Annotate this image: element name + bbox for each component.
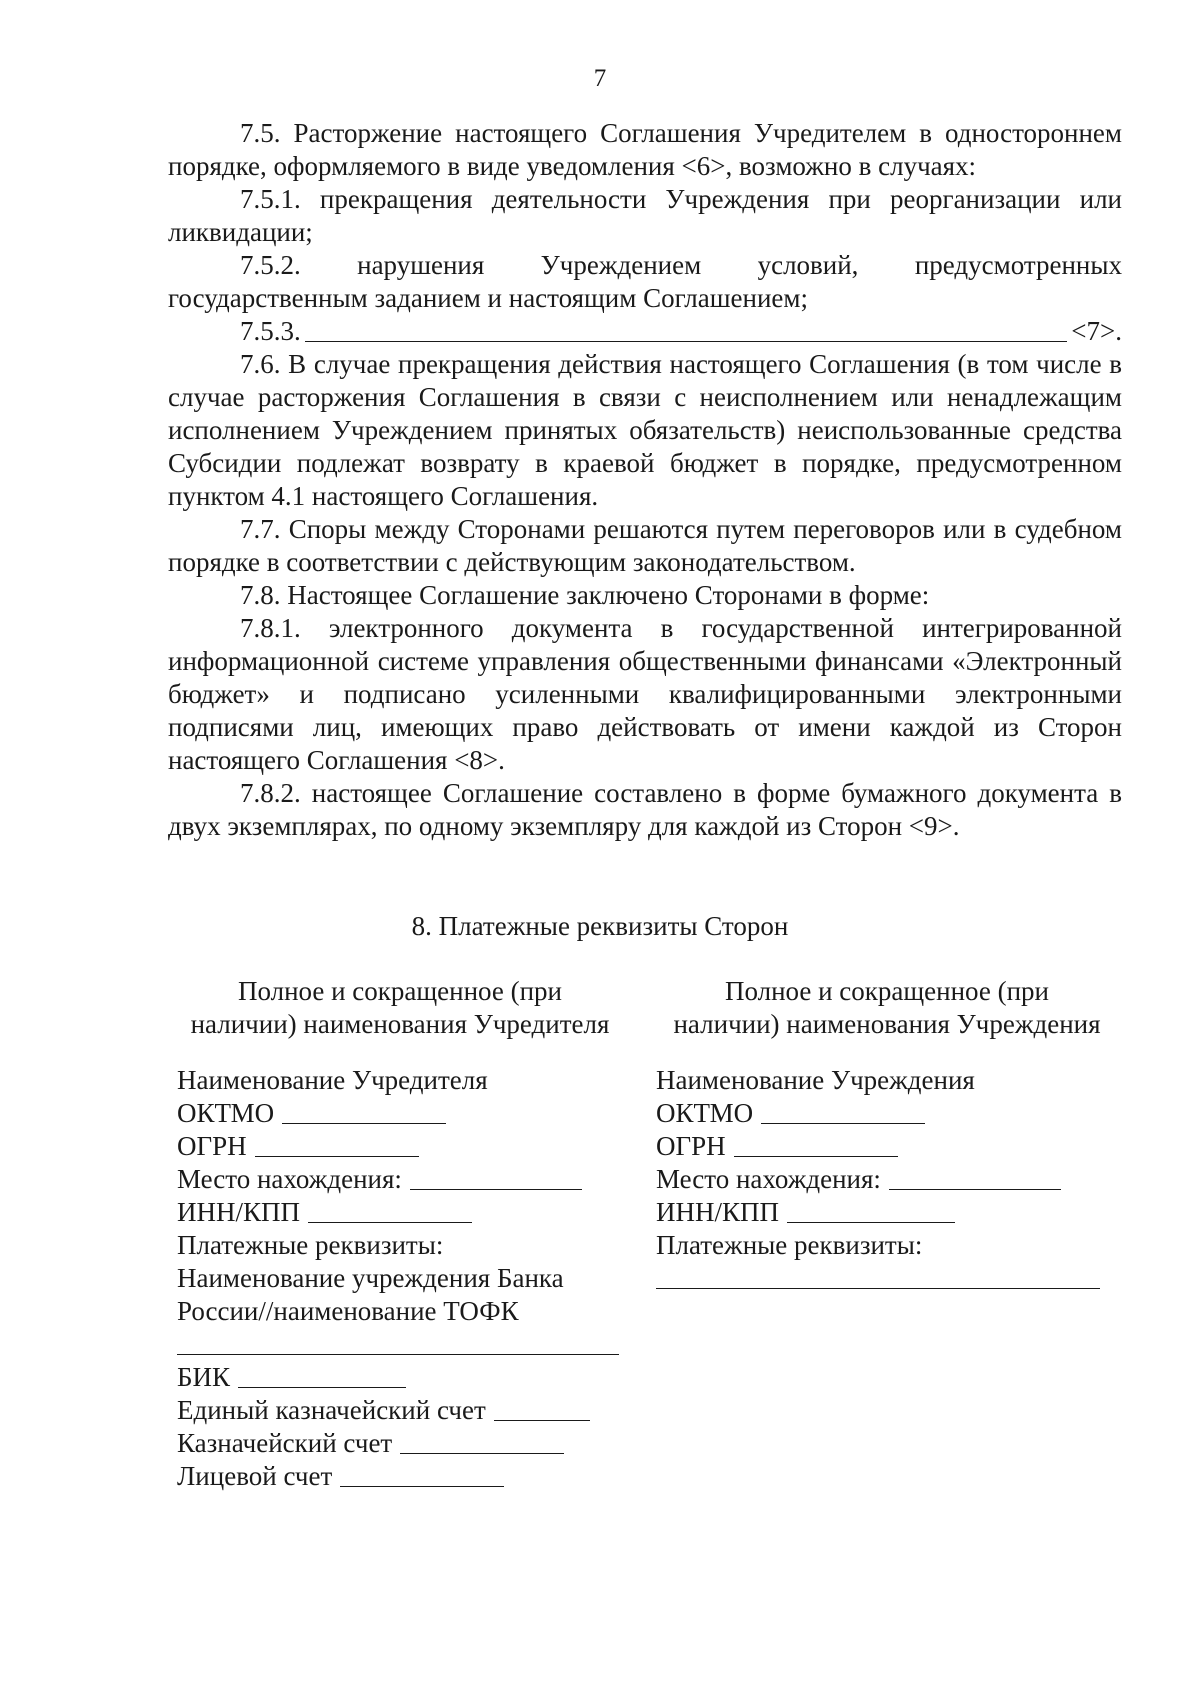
founder-location-blank: [410, 1188, 582, 1190]
institution-requisites: [656, 1064, 1126, 1295]
institution-location-blank: [889, 1188, 1061, 1190]
clause-7-7: 7.7. Споры между Сторонами решаются путем переговоров или в судебном порядке в соответствии с действующим законодательством.: [168, 514, 1122, 577]
clause-7-5-3-footnote: <7>.: [1071, 316, 1122, 346]
founder-oktmo-blank: [282, 1122, 446, 1124]
founder-oktmo: ОКТМО: [177, 1097, 637, 1130]
institution-oktmo-blank: [761, 1122, 925, 1124]
institution-payment-label: Платежные реквизиты:: [656, 1230, 923, 1260]
clause-7-8: 7.8. Настоящее Соглашение заключено Сторонами в форме:: [240, 580, 930, 610]
founder-treasury-blank: [400, 1452, 564, 1454]
institution-header-line2: наличии) наименования Учреждения: [673, 1009, 1101, 1039]
founder-requisites: [177, 1064, 637, 1493]
founder-bank-blank-row: [177, 1328, 637, 1361]
clause-7-5-2: 7.5.2. нарушения Учреждением условий, предусмотренных государственным заданием и настоящим Соглашением;: [168, 250, 1122, 313]
founder-header-line2: наличии) наименования Учредителя: [190, 1009, 610, 1039]
institution-ogrn: ОГРН: [656, 1130, 1126, 1163]
founder-header-line1: Полное и сокращенное (при: [237, 976, 563, 1006]
institution-oktmo: ОКТМО: [656, 1097, 1126, 1130]
agreement-body: [168, 117, 1122, 843]
clause-7-5-3: [168, 315, 1122, 348]
institution-ogrn-blank: [734, 1155, 898, 1157]
section-8-title: 8. Платежные реквизиты Сторон: [411, 911, 789, 941]
clause-7-8-1: 7.8.1. электронного документа в государственной интегрированной информационной системе управления общественными финансами «Электронный бюджет» и подписано усиленными квалифицированными электронными подписями лиц, имеющих право действовать от имени каждой из Сторон настоящего Соглашения <8>.: [168, 613, 1122, 775]
founder-inn-kpp-blank: [308, 1221, 472, 1223]
clause-7-5: 7.5. Расторжение настоящего Соглашения Учредителем в одностороннем порядке, оформляемого в виде уведомления <6>, возможно в случаях:: [168, 118, 1122, 181]
page-number: 7: [593, 65, 607, 92]
institution-payment-blank-row: [656, 1262, 1126, 1295]
founder-personal-account: Лицевой счет: [177, 1460, 637, 1493]
founder-bank-blank: [177, 1353, 619, 1355]
founder-payment-label: Платежные реквизиты:: [177, 1230, 444, 1260]
institution-header-line1: Полное и сокращенное (при: [724, 976, 1050, 1006]
founder-name: Наименование Учредителя: [177, 1065, 488, 1095]
institution-location: Место нахождения:: [656, 1163, 1126, 1196]
founder-bank-line2: России//наименование ТОФК: [177, 1296, 519, 1326]
institution-name: Наименование Учреждения: [656, 1065, 975, 1095]
clause-7-5-1: 7.5.1. прекращения деятельности Учреждения при реорганизации или ликвидации;: [168, 184, 1122, 247]
founder-bik: БИК: [177, 1361, 637, 1394]
institution-inn-kpp-blank: [787, 1221, 955, 1223]
institution-header: [652, 975, 1122, 1041]
institution-inn-kpp: ИНН/КПП: [656, 1196, 1126, 1229]
clause-7-5-3-blank: [305, 340, 1068, 342]
founder-ogrn-blank: [255, 1155, 419, 1157]
founder-bik-blank: [238, 1386, 406, 1388]
clause-7-8-2: 7.8.2. настоящее Соглашение составлено в форме бумажного документа в двух экземплярах, по одному экземпляру для каждой из Сторон <9>.: [168, 778, 1122, 841]
founder-single-treasury-account: Единый казначейский счет: [177, 1394, 637, 1427]
founder-inn-kpp: ИНН/КПП: [177, 1196, 637, 1229]
clause-7-6: 7.6. В случае прекращения действия настоящего Соглашения (в том числе в случае расторжения Соглашения в связи с неисполнением или ненадлежащим исполнением Учреждением принятых обязательств) неиспользованные средства Субсидии подлежат возврату в краевой бюджет в порядке, предусмотренном пунктом 4.1 настоящего Соглашения.: [168, 349, 1122, 511]
institution-payment-blank: [656, 1287, 1100, 1289]
founder-personal-blank: [340, 1485, 504, 1487]
founder-treasury-account: Казначейский счет: [177, 1427, 637, 1460]
founder-bank-line1: Наименование учреждения Банка: [177, 1263, 564, 1293]
founder-single-treasury-blank: [494, 1419, 590, 1421]
clause-7-5-3-label: 7.5.3.: [240, 316, 301, 346]
founder-ogrn: ОГРН: [177, 1130, 637, 1163]
founder-header: [165, 975, 635, 1041]
founder-location: Место нахождения:: [177, 1163, 637, 1196]
